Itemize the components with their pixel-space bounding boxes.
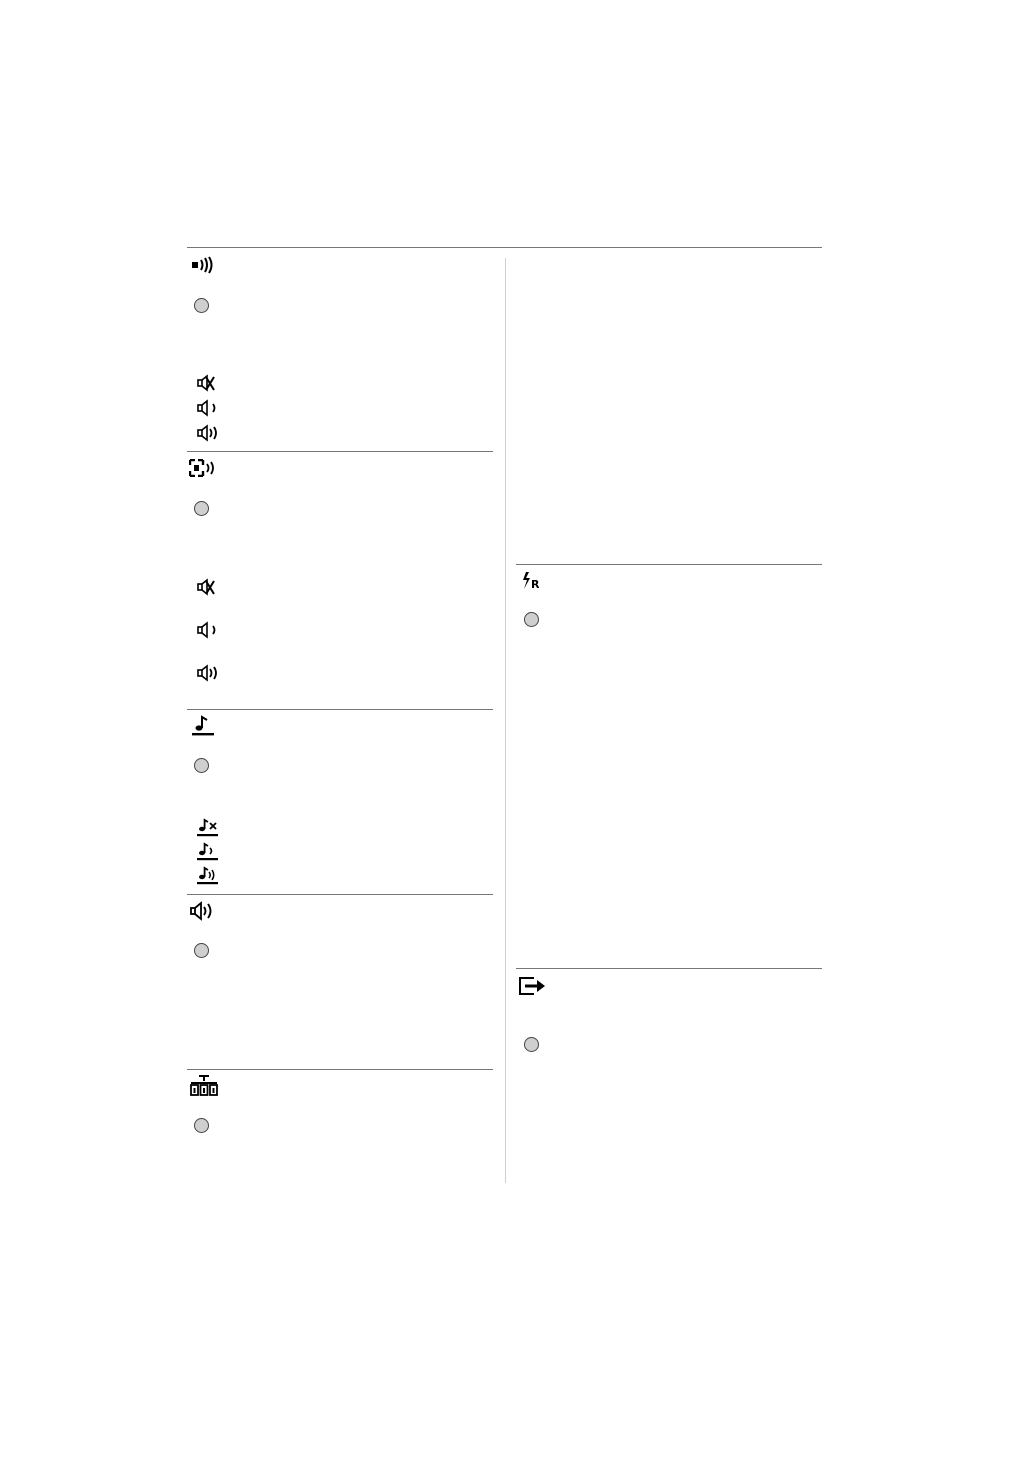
shutter-mute-icon (196, 817, 220, 837)
bullet-icon (194, 298, 209, 313)
af-beep-icon (189, 459, 219, 477)
reset-icon (521, 571, 543, 591)
shutter-sound-icon (190, 714, 216, 736)
section-rule (516, 564, 822, 565)
mute-icon (196, 578, 218, 596)
bullet-icon (524, 612, 539, 627)
bullet-icon (194, 943, 209, 958)
section-rule (187, 894, 493, 895)
bullet-icon (524, 1037, 539, 1052)
section-rule (187, 709, 493, 710)
low-volume-icon (196, 399, 220, 417)
memory-setup-icon (189, 1075, 219, 1097)
high-volume-icon (196, 424, 222, 442)
bullet-icon (194, 1118, 209, 1133)
section-rule (516, 968, 822, 969)
section-rule (187, 451, 493, 452)
top-rule (187, 247, 822, 248)
high-volume-icon (196, 664, 222, 682)
mute-icon (196, 374, 218, 392)
output-arrow-icon (518, 976, 548, 996)
shutter-high-icon (196, 865, 220, 885)
column-divider (505, 258, 506, 1183)
svg-text:R: R (531, 578, 540, 591)
section-rule (187, 1069, 493, 1070)
beep-volume-icon (190, 256, 218, 274)
bullet-icon (194, 758, 209, 773)
shutter-low-icon (196, 841, 220, 861)
bullet-icon (194, 501, 209, 516)
speaker-volume-icon (189, 901, 217, 921)
low-volume-icon (196, 621, 220, 639)
